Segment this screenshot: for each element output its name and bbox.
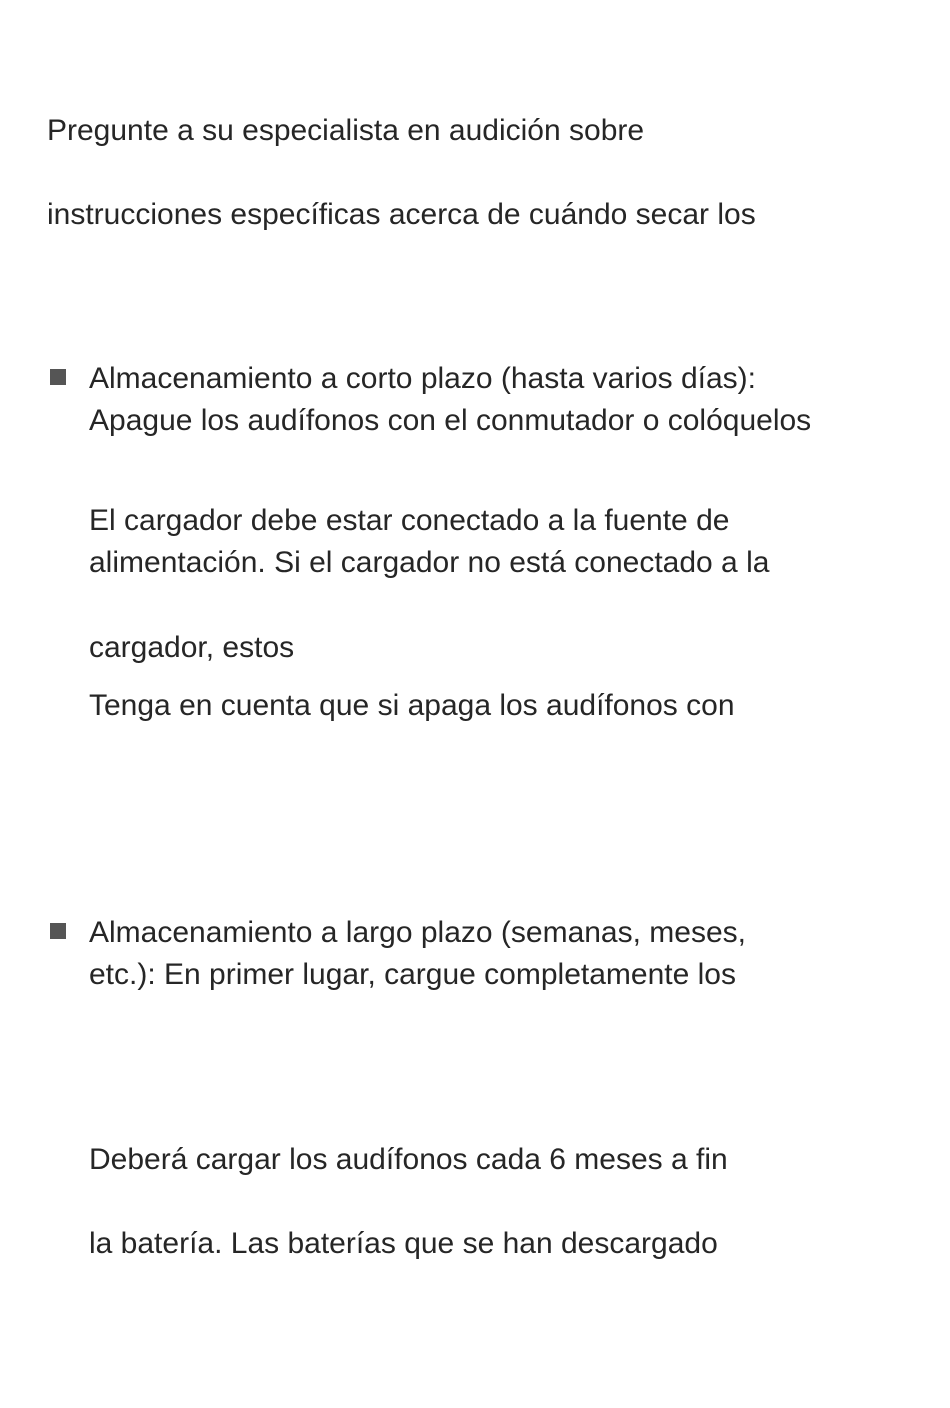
long-term-line-4: la batería. Las baterías que se han descargado bbox=[89, 1227, 718, 1260]
intro-line-1: Pregunte a su especialista en audición sobre bbox=[47, 114, 645, 147]
long-term-line-2: etc.): En primer lugar, cargue completamente los bbox=[89, 958, 736, 991]
short-term-line-5: cargador, estos bbox=[89, 631, 295, 664]
intro-line-2: instrucciones específicas acerca de cuándo secar los bbox=[47, 198, 756, 231]
short-term-line-1: Almacenamiento a corto plazo (hasta varios días): bbox=[89, 362, 756, 395]
long-term-line-3: Deberá cargar los audífonos cada 6 meses a fin bbox=[89, 1143, 728, 1176]
long-term-line-1: Almacenamiento a largo plazo (semanas, meses, bbox=[89, 916, 746, 949]
square-bullet-icon bbox=[50, 923, 66, 939]
square-bullet-icon bbox=[50, 369, 66, 385]
short-term-line-6: Tenga en cuenta que si apaga los audífonos con bbox=[89, 689, 735, 722]
short-term-line-3: El cargador debe estar conectado a la fuente de bbox=[89, 504, 730, 537]
short-term-line-2: Apague los audífonos con el conmutador o colóquelos bbox=[89, 404, 812, 437]
short-term-line-4: alimentación. Si el cargador no está conectado a la bbox=[89, 546, 770, 579]
